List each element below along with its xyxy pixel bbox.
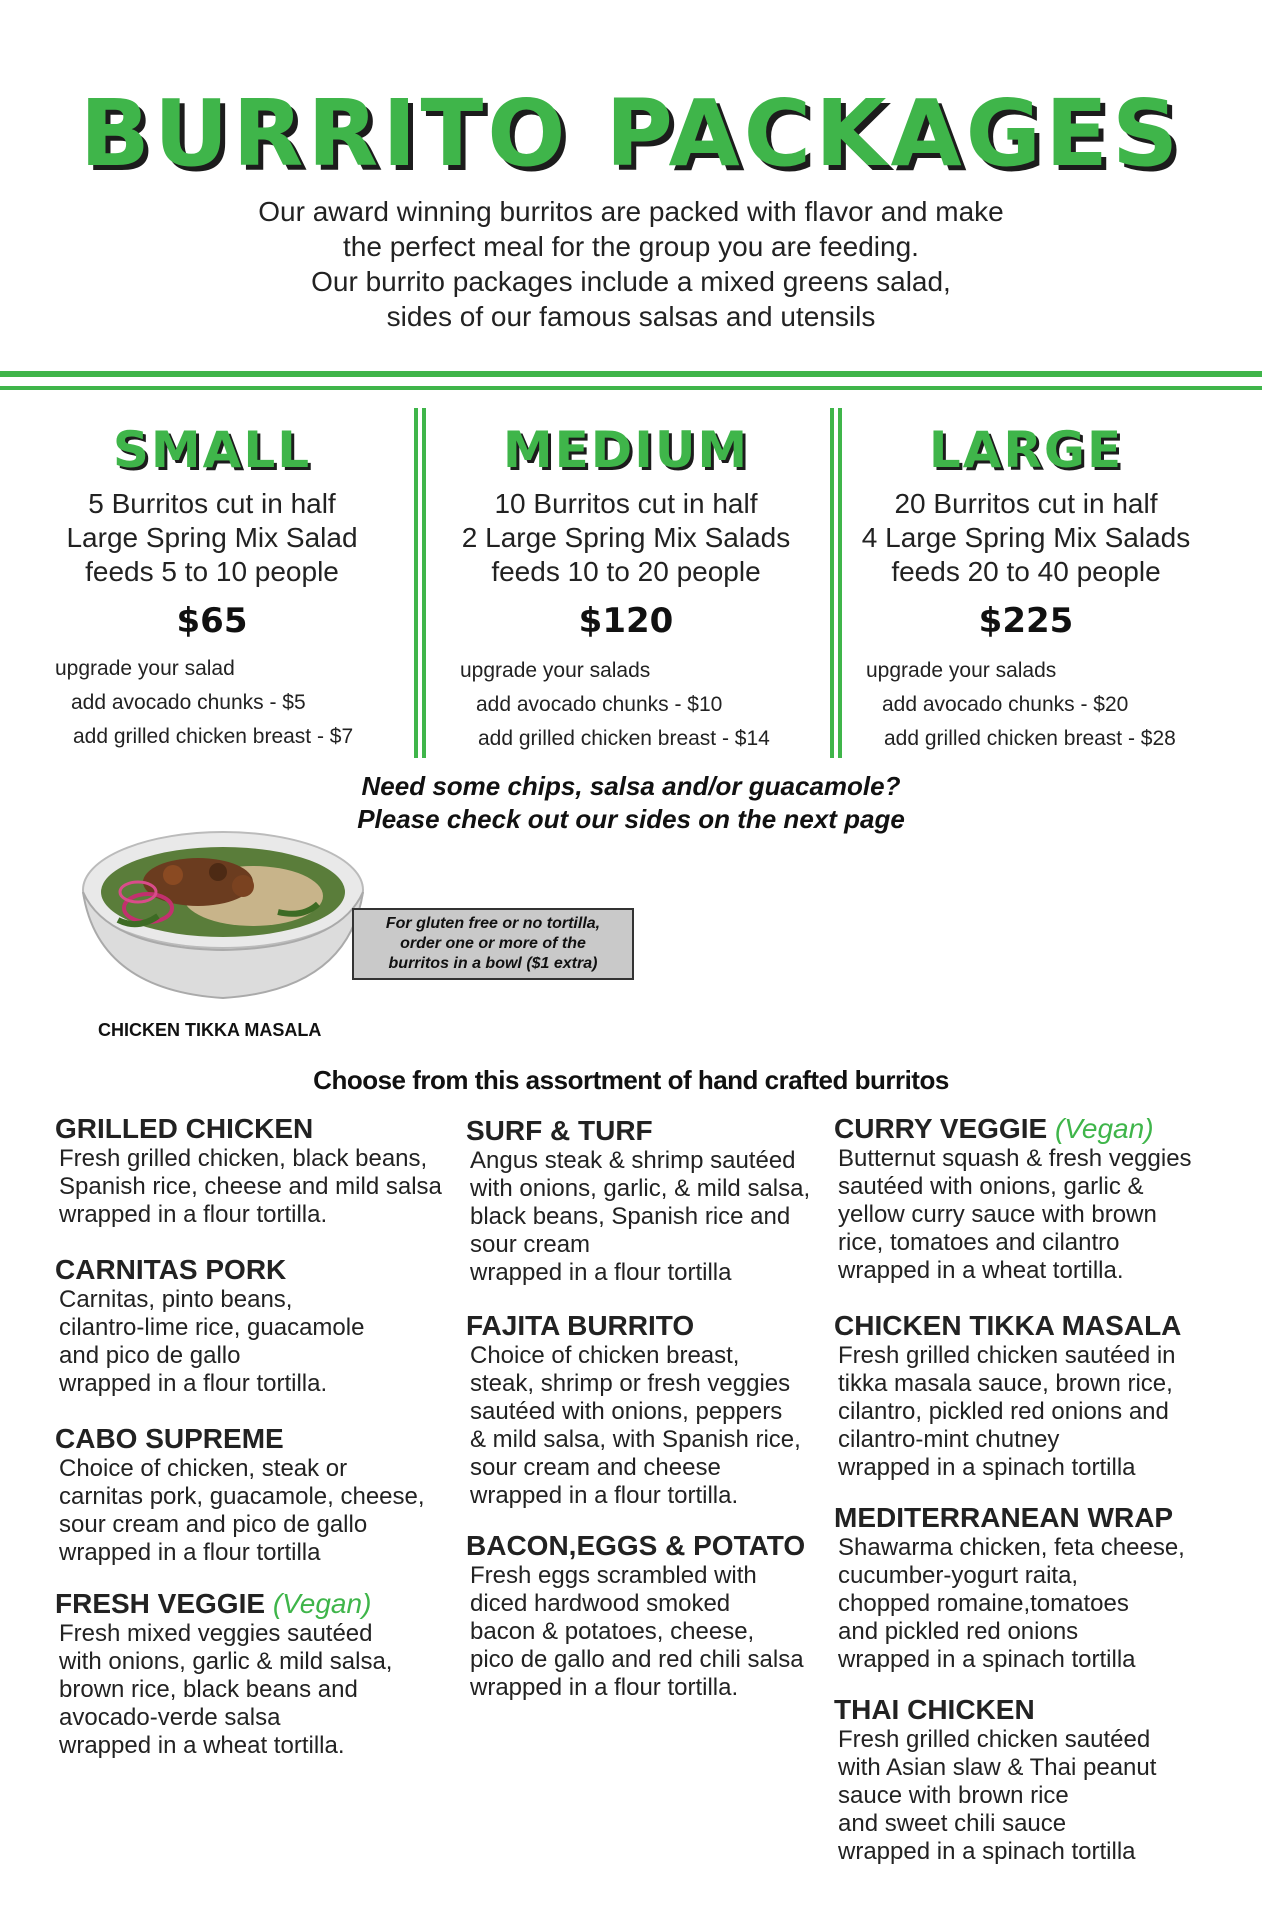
upgrade-chicken: add grilled chicken breast - $7: [73, 725, 354, 748]
package-price: $225: [978, 601, 1074, 641]
divider-line: [0, 371, 1262, 377]
burrito-description: Fresh grilled chicken, black beans, Spanish rice, cheese and mild salsa wrapped in a flour tortilla.: [59, 1145, 442, 1228]
burrito-description: Fresh grilled chicken sautéed in tikka masala sauce, brown rice, cilantro, pickled red onions and cilantro-mint chutney wrapped in a spinach tortilla: [838, 1342, 1176, 1481]
burrito-item: [466, 1530, 866, 1702]
package-details: [826, 487, 1226, 589]
burrito-description: Choice of chicken breast, steak, shrimp or fresh veggies sautéed with onions, peppers & mild salsa, with Spanish rice, sour cream and cheese wrapped in a flour tortilla.: [470, 1342, 801, 1509]
package-small: [12, 421, 412, 641]
burrito-item: [834, 1694, 1254, 1866]
package-price: $120: [578, 601, 674, 641]
burrito-name: GRILLED CHICKEN: [55, 1113, 314, 1144]
burrito-item: [55, 1588, 455, 1760]
burrito-bowl-image: [78, 820, 368, 1010]
vegan-tag: (Vegan): [272, 1588, 372, 1619]
gluten-note-line: burritos in a bowl ($1 extra): [388, 955, 598, 972]
burrito-description: Butternut squash & fresh veggies sautéed with onions, garlic & yellow curry sauce with brown rice, tomatoes and cilantro wrapped in a wheat tortilla.: [838, 1145, 1192, 1284]
burrito-name: CARNITAS PORK: [55, 1254, 287, 1285]
gluten-note-line: order one or more of the: [400, 935, 586, 952]
sides-note-line: Please check out our sides on the next page: [357, 804, 905, 834]
burrito-name: CHICKEN TIKKA MASALA: [834, 1310, 1182, 1341]
upgrade-avocado: add avocado chunks - $10: [476, 693, 723, 716]
burrito-name: CURRY VEGGIE: [834, 1113, 1048, 1144]
burrito-name: BACON,EGGS & POTATO: [466, 1530, 806, 1561]
intro-line: sides of our famous salsas and utensils: [386, 301, 876, 332]
package-name: MEDIUM: [502, 421, 750, 479]
upgrade-title: upgrade your salads: [866, 659, 1057, 682]
intro-line: the perfect meal for the group you are feeding.: [343, 231, 919, 262]
burrito-item: [834, 1502, 1254, 1674]
burrito-name: THAI CHICKEN: [834, 1694, 1035, 1725]
upgrade-title: upgrade your salads: [460, 659, 651, 682]
upgrade-options-medium: [460, 654, 840, 756]
sides-note-line: Need some chips, salsa and/or guacamole?: [361, 771, 901, 801]
upgrade-chicken: add grilled chicken breast - $28: [884, 727, 1176, 750]
package-name: LARGE: [928, 421, 1124, 479]
upgrade-options-small: [55, 652, 435, 754]
burrito-item: [55, 1113, 455, 1229]
divider-line: [0, 386, 1262, 390]
burrito-description: Choice of chicken, steak or carnitas pork, guacamole, cheese, sour cream and pico de gallo wrapped in a flour tortilla: [59, 1455, 425, 1566]
burrito-item: [834, 1113, 1254, 1285]
burrito-name: FAJITA BURRITO: [466, 1310, 695, 1341]
package-price: $65: [176, 601, 248, 641]
upgrade-avocado: add avocado chunks - $20: [882, 693, 1129, 716]
gluten-free-note: [352, 908, 634, 980]
package-line: 10 Burritos cut in half: [494, 488, 758, 519]
upgrade-options-large: [866, 654, 1246, 756]
package-medium: [426, 421, 826, 641]
vegan-tag: (Vegan): [1054, 1113, 1154, 1144]
burrito-item: [55, 1423, 455, 1567]
package-details: [12, 487, 412, 589]
package-details: [426, 487, 826, 589]
burrito-item: [466, 1310, 866, 1510]
bowl-caption: CHICKEN TIKKA MASALA: [98, 1020, 322, 1040]
burrito-description: Fresh grilled chicken sautéed with Asian slaw & Thai peanut sauce with brown rice and sweet chili sauce wrapped in a spinach tortilla: [838, 1726, 1157, 1865]
package-line: 20 Burritos cut in half: [894, 488, 1158, 519]
package-line: feeds 10 to 20 people: [491, 556, 761, 587]
intro-text: [0, 194, 1262, 334]
burrito-name: CABO SUPREME: [55, 1423, 284, 1454]
burrito-description: Fresh eggs scrambled with diced hardwood smoked bacon & potatoes, cheese, pico de gallo and red chili salsa wrapped in a flour tortilla.: [470, 1562, 804, 1701]
burrito-name: MEDITERRANEAN WRAP: [834, 1502, 1174, 1533]
package-line: Large Spring Mix Salad: [66, 522, 358, 553]
page-title: BURRITO PACKAGES: [79, 80, 1183, 187]
package-line: 4 Large Spring Mix Salads: [861, 522, 1191, 553]
upgrade-chicken: add grilled chicken breast - $14: [478, 727, 770, 750]
package-line: feeds 5 to 10 people: [85, 556, 339, 587]
package-line: 2 Large Spring Mix Salads: [461, 522, 791, 553]
burrito-description: Fresh mixed veggies sautéed with onions, garlic & mild salsa, brown rice, black beans and avocado-verde salsa wrapped in a wheat tortilla.: [59, 1620, 393, 1759]
package-line: feeds 20 to 40 people: [891, 556, 1161, 587]
intro-line: Our burrito packages include a mixed greens salad,: [311, 266, 951, 297]
upgrade-title: upgrade your salad: [55, 657, 235, 680]
assortment-heading: Choose from this assortment of hand crafted burritos: [313, 1065, 949, 1095]
burrito-item: [466, 1115, 866, 1287]
package-line: 5 Burritos cut in half: [88, 488, 336, 519]
package-name: SMALL: [112, 421, 312, 479]
burrito-name: FRESH VEGGIE: [55, 1588, 266, 1619]
gluten-note-line: For gluten free or no tortilla,: [385, 915, 601, 932]
upgrade-avocado: add avocado chunks - $5: [71, 691, 306, 714]
burrito-name: SURF & TURF: [466, 1115, 653, 1146]
burrito-description: Carnitas, pinto beans, cilantro-lime rice, guacamole and pico de gallo wrapped in a flour tortilla.: [59, 1286, 365, 1397]
burrito-description: Angus steak & shrimp sautéed with onions, garlic, & mild salsa, black beans, Spanish rice and sour cream wrapped in a flour tortilla: [470, 1147, 811, 1286]
burrito-description: Shawarma chicken, feta cheese, cucumber-yogurt raita, chopped romaine,tomatoes and pickled red onions wrapped in a spinach tortilla: [838, 1534, 1185, 1673]
burrito-item: [834, 1310, 1254, 1482]
intro-line: Our award winning burritos are packed with flavor and make: [258, 196, 1004, 227]
package-large: [826, 421, 1226, 641]
burrito-item: [55, 1254, 455, 1398]
